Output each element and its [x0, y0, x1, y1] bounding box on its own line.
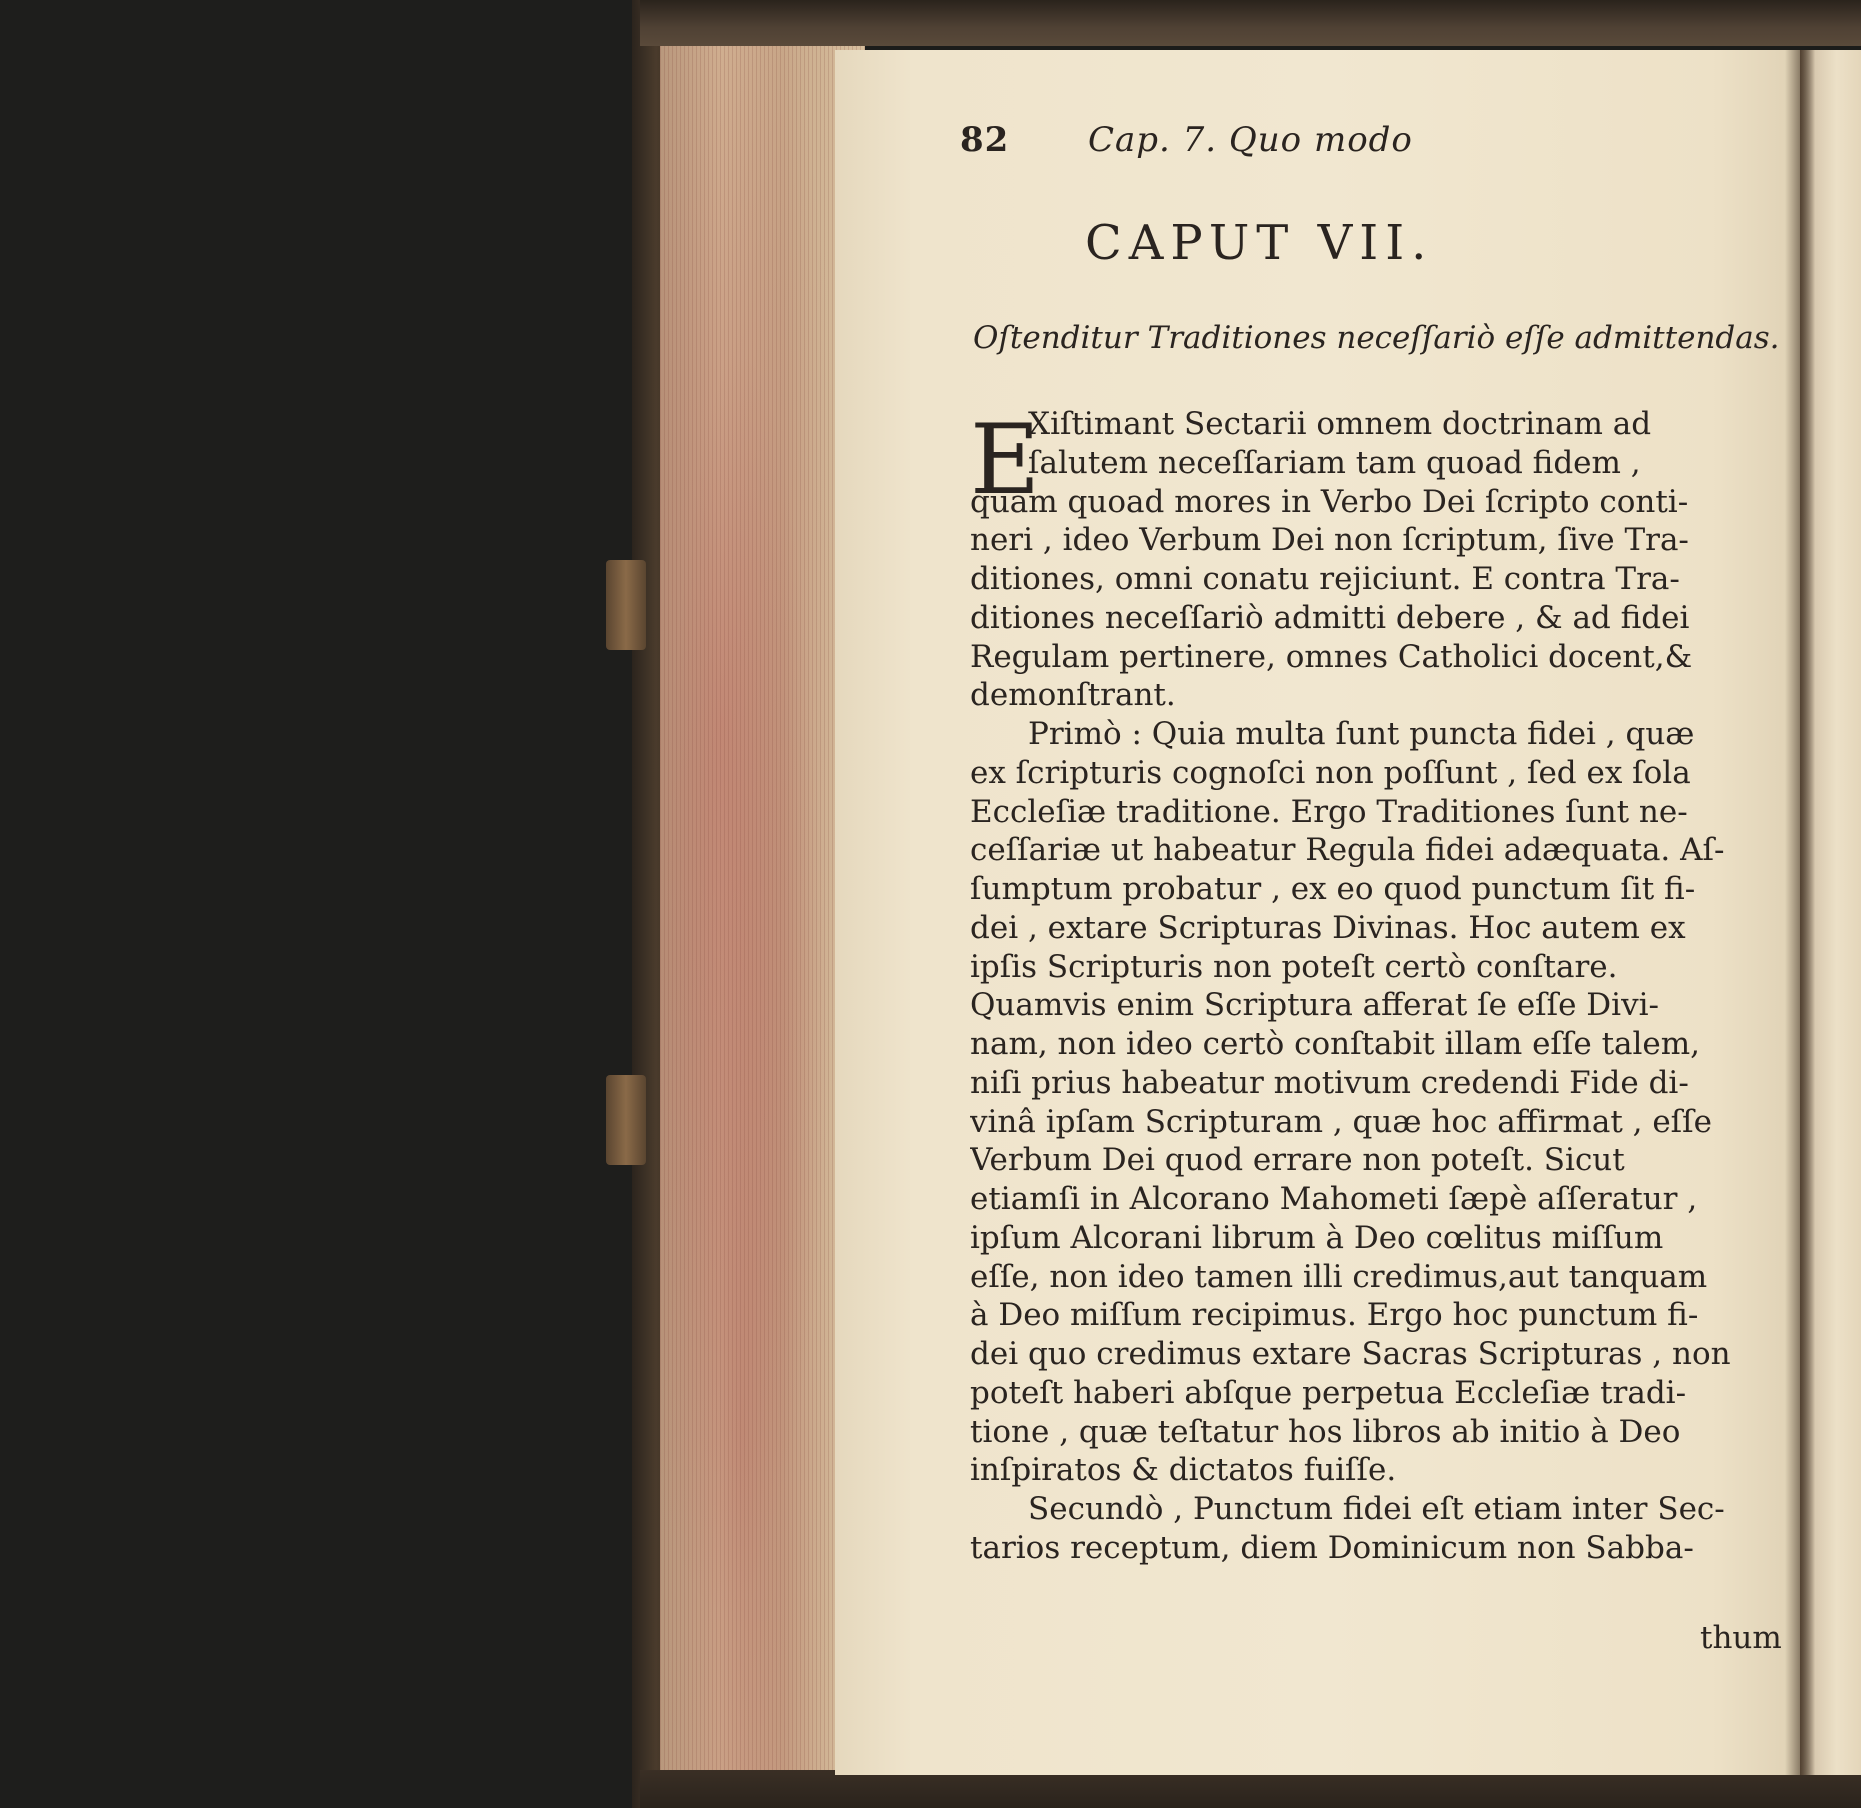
text-line: ipſum Alcorani librum à Deo cœlitus miſſum: [970, 1219, 1664, 1256]
text-line: eſſe, non ideo tamen illi credimus,aut tanquam: [970, 1258, 1708, 1295]
text-line: à Deo miſſum recipimus. Ergo hoc punctum fi-: [970, 1297, 1699, 1334]
text-line: quam quoad mores in Verbo Dei ſcripto conti-: [970, 483, 1689, 520]
text-line: Regulam pertinere, omnes Catholici docent,&: [970, 638, 1693, 675]
chapter-title: CAPUT VII.: [1085, 215, 1434, 271]
text-line: ſalutem neceſſariam tam quoad fidem ,: [1028, 444, 1641, 481]
book-cover-bottom: [640, 1770, 1861, 1808]
text-line: etiamſi in Alcorano Mahometi ſæpè aſſeratur ,: [970, 1181, 1698, 1217]
text-line: Quamvis enim Scriptura afferat ſe eſſe Divi-: [970, 987, 1659, 1024]
text-line: ceſſariæ ut habeatur Regula fidei adæquata. Aſ-: [970, 832, 1725, 869]
text-line: nam, non ideo certò conſtabit illam eſſe talem,: [970, 1026, 1701, 1062]
text-line: Verbum Dei quod errare non poteſt. Sicut: [970, 1142, 1625, 1179]
text-line: inſpiratos & dictatos fuiſſe.: [970, 1452, 1397, 1489]
text-line: neri , ideo Verbum Dei non ſcriptum, ſive Tra-: [970, 522, 1689, 559]
page-gutter: [1785, 50, 1815, 1775]
chapter-subtitle: Oſtenditur Traditiones neceſſariò eſſe admittendas.: [973, 320, 1780, 356]
text-line: Xiſtimant Sectarii omnem doctrinam ad: [1028, 406, 1652, 442]
text-line: ditiones neceſſariò admitti debere , & ad fidei: [970, 599, 1690, 636]
book-cover-top: [640, 0, 1861, 46]
catchword: thum: [1700, 1620, 1782, 1656]
clasp-upper: [606, 560, 646, 650]
text-line: ditiones, omni conatu rejiciunt. E contra Tra-: [970, 561, 1680, 597]
running-head: [960, 120, 1520, 170]
text-line: tarios receptum, diem Dominicum non Sabba-: [970, 1529, 1694, 1566]
clasp-lower: [606, 1075, 646, 1165]
text-line: tione , quæ teſtatur hos libros ab initio à Deo: [970, 1413, 1681, 1450]
text-line: demonſtrant.: [970, 677, 1176, 714]
running-head-title: Cap. 7. Quo modo: [1088, 120, 1413, 160]
text-line: dei , extare Scripturas Divinas. Hoc autem ex: [970, 909, 1686, 946]
text-line: poteſt haberi abſque perpetua Eccleſiæ tradi-: [970, 1374, 1687, 1411]
body-text: [970, 405, 1785, 1568]
text-line: ex ſcripturis cognoſci non poſſunt , ſed ex ſola: [970, 754, 1691, 791]
drop-cap: E: [970, 404, 1041, 516]
dark-backdrop: [0, 0, 640, 1808]
text-line: Secundò , Punctum fidei eſt etiam inter Sec-: [1028, 1491, 1725, 1527]
text-line: ipſis Scripturis non poteſt certò conſtare.: [970, 948, 1618, 985]
text-line: ſumptum probatur , ex eo quod punctum ſit fi-: [970, 871, 1696, 907]
text-line: Primò : Quia multa ſunt puncta fidei , quæ: [1028, 716, 1695, 752]
text-line: Eccleſiæ traditione. Ergo Traditiones ſunt ne-: [970, 793, 1688, 830]
text-line: vinâ ipſam Scripturam , quæ hoc affirmat , eſſe: [970, 1103, 1712, 1140]
text-line: niſi prius habeatur motivum credendi Fide di-: [970, 1064, 1689, 1101]
page-number: 82: [960, 120, 1010, 160]
text-line: dei quo credimus extare Sacras Scripturas , non: [970, 1336, 1731, 1372]
